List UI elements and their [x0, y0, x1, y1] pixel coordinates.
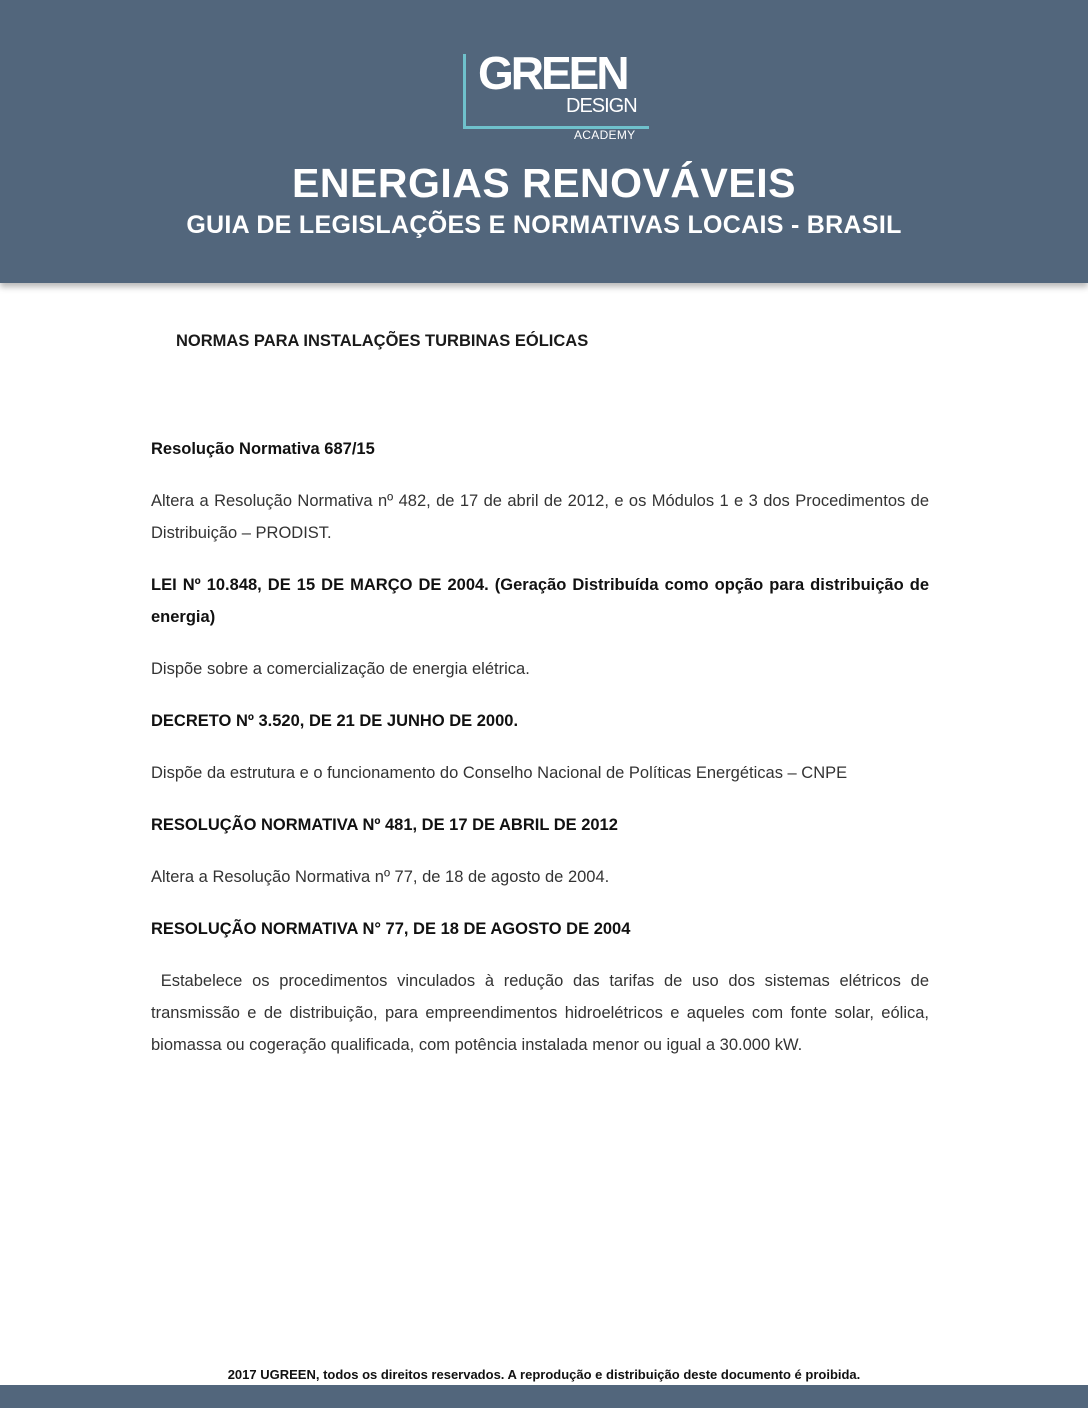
legislation-description: Altera a Resolução Normativa nº 77, de 18 de agosto de 2004. [151, 868, 610, 886]
legislation-list [151, 433, 934, 1061]
legislation-heading: LEI Nº 10.848, DE 15 DE MARÇO DE 2004. (Geração Distribuída como opção para distribuição de energia) [151, 576, 929, 626]
copyright-notice: 2017 UGREEN, todos os direitos reservados. A reprodução e distribuição deste documento é proibida. [227, 1367, 861, 1382]
legislation-heading: RESOLUÇÃO NORMATIVA N° 77, DE 18 DE AGOSTO DE 2004 [151, 920, 631, 938]
page-header [0, 0, 1088, 283]
legislation-description: Altera a Resolução Normativa nº 482, de 17 de abril de 2012, e os Módulos 1 e 3 dos Procedimentos de Distribuição – PRODIST. [151, 492, 929, 542]
legislation-heading: DECRETO Nº 3.520, DE 21 DE JUNHO DE 2000. [151, 712, 519, 730]
legislation-heading: Resolução Normativa 687/15 [151, 440, 375, 458]
document-subtitle: GUIA DE LEGISLAÇÕES E NORMATIVAS LOCAIS - BRASIL [186, 211, 902, 239]
legislation-description: Estabelece os procedimentos vinculados à redução das tarifas de uso dos sistemas elétricos de transmissão e de distribuição, para empreendimentos hidroelétricos e aqueles com fonte solar, eólica, biomassa ou cogeração qualificada, com potência instalada menor ou igual a 30.000 kW. [151, 972, 934, 1054]
document-title: ENERGIAS RENOVÁVEIS [292, 160, 796, 206]
legislation-description: Dispõe sobre a comercialização de energia elétrica. [151, 660, 530, 678]
legislation-description: Dispõe da estrutura e o funcionamento do Conselho Nacional de Políticas Energéticas – CNPE [151, 764, 848, 782]
logo-wordmark-academy: ACADEMY [574, 128, 636, 142]
green-design-academy-logo [463, 47, 653, 147]
logo-wordmark-green: GREEN [478, 47, 627, 99]
section-title: NORMAS PARA INSTALAÇÕES TURBINAS EÓLICAS [176, 332, 589, 350]
logo-wordmark-design: DESIGN [566, 95, 637, 117]
footer-bar [0, 1385, 1088, 1408]
legislation-heading: RESOLUÇÃO NORMATIVA Nº 481, DE 17 DE ABRIL DE 2012 [151, 816, 618, 834]
